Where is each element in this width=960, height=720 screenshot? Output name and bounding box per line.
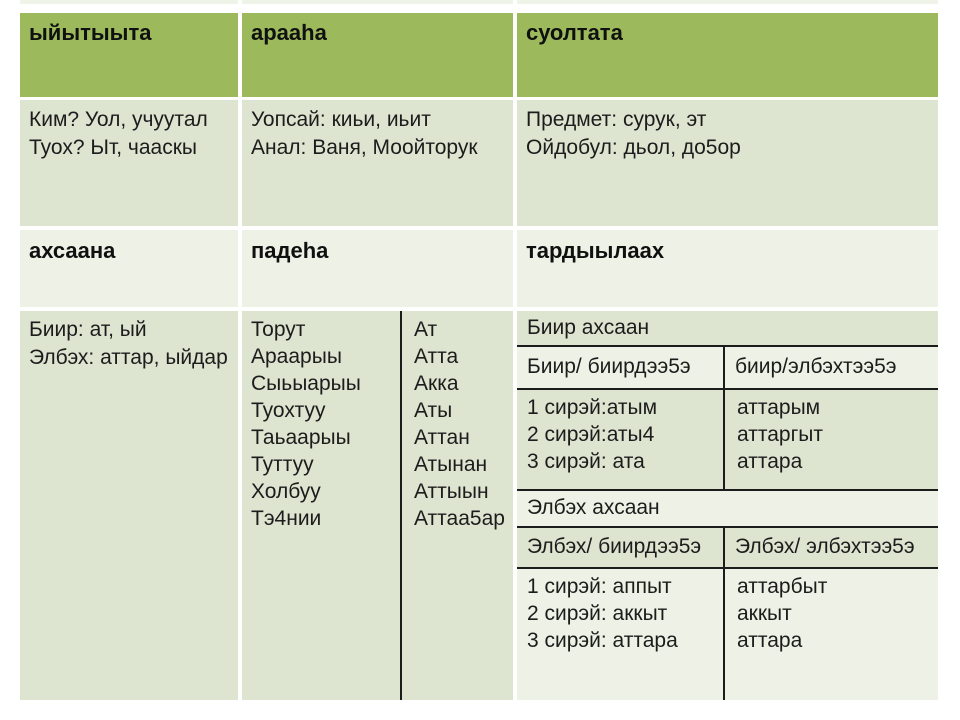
singular-column-divider <box>723 347 725 489</box>
case-form: Аты <box>414 399 453 422</box>
header-cell-type: арааһа <box>242 13 513 97</box>
case-names-cell <box>242 311 400 700</box>
examples-question-line1: Ким? Уол, учуутал <box>29 108 208 131</box>
subheader-cell-possessive: тардыылаах <box>517 230 938 307</box>
plural-header-right-cell: Элбэх/ элбэхтээ5э <box>725 528 938 567</box>
header-cell-question: ыйытыыта <box>20 13 238 97</box>
case-form: Атынан <box>414 453 488 476</box>
singular-forms-cell <box>725 390 938 489</box>
examples-meaning-line1: Предмет: сурук, эт <box>526 108 707 131</box>
number-line1: Биир: ат, ый <box>29 318 147 341</box>
examples-cell-meaning <box>517 100 938 226</box>
top-strip-col1 <box>20 0 238 4</box>
case-name: Туохтуу <box>251 399 326 422</box>
plural-form-line: аттара <box>737 629 803 652</box>
number-cell <box>20 311 238 700</box>
singular-title-cell: Биир ахсаан <box>517 311 938 345</box>
plural-persons-cell <box>517 569 723 700</box>
examples-type-line1: Уопсай: киьи, иьит <box>251 108 431 131</box>
plural-person-line: 3 сирэй: аттара <box>527 629 678 652</box>
singular-person-line: 1 сирэй:атым <box>527 396 658 419</box>
singular-persons-cell <box>517 390 723 489</box>
plural-column-divider <box>723 528 725 700</box>
case-forms-cell <box>402 311 513 700</box>
singular-header-right-cell: биир/элбэхтээ5э <box>725 347 938 388</box>
case-form: Акка <box>414 372 459 395</box>
plural-form-line: аттарбыт <box>737 575 828 598</box>
singular-person-line: 2 сирэй:аты4 <box>527 423 655 446</box>
singular-header-left-cell: Биир/ биирдээ5э <box>517 347 723 388</box>
case-name: Холбуу <box>251 480 321 503</box>
case-form: Аттан <box>414 426 470 449</box>
case-name: Таьаарыы <box>251 426 351 449</box>
case-form: Аттыын <box>414 480 489 503</box>
examples-meaning-line2: Ойдобул: дьол, до5ор <box>526 136 741 159</box>
examples-cell-question <box>20 100 238 226</box>
singular-form-line: аттаргыт <box>737 423 823 446</box>
case-form: Аттаа5ар <box>414 507 505 530</box>
examples-type-line2: Анал: Ваня, Моойторук <box>251 136 478 159</box>
case-name: Тэ4нии <box>251 507 322 530</box>
plural-form-line: аккыт <box>737 602 792 625</box>
plural-person-line: 2 сирэй: аккыт <box>527 602 668 625</box>
plural-forms-cell <box>725 569 938 700</box>
case-form: Атта <box>414 345 459 368</box>
plural-person-line: 1 сирэй: аппыт <box>527 575 672 598</box>
singular-person-line: 3 сирэй: ата <box>527 450 645 473</box>
singular-form-line: аттарым <box>737 396 821 419</box>
case-name: Сыьыарыы <box>251 372 361 395</box>
top-strip-col2 <box>242 0 513 4</box>
subheader-cell-number: ахсаана <box>20 230 238 307</box>
top-strip-col3 <box>517 0 938 4</box>
plural-header-left-cell: Элбэх/ биирдээ5э <box>517 528 723 567</box>
subheader-cell-case: падеһа <box>242 230 513 307</box>
header-cell-meaning: суолтата <box>517 13 938 97</box>
plural-title-cell: Элбэх ахсаан <box>517 491 938 526</box>
examples-question-line2: Туох? Ыт, чааскы <box>29 136 197 159</box>
case-name: Туттуу <box>251 453 314 476</box>
case-name: Араарыы <box>251 345 342 368</box>
number-line2: Элбэх: аттар, ыйдар <box>29 346 228 369</box>
singular-form-line: аттара <box>737 450 803 473</box>
examples-cell-type <box>242 100 513 226</box>
case-name: Торут <box>251 318 306 341</box>
case-form: Ат <box>414 318 438 341</box>
